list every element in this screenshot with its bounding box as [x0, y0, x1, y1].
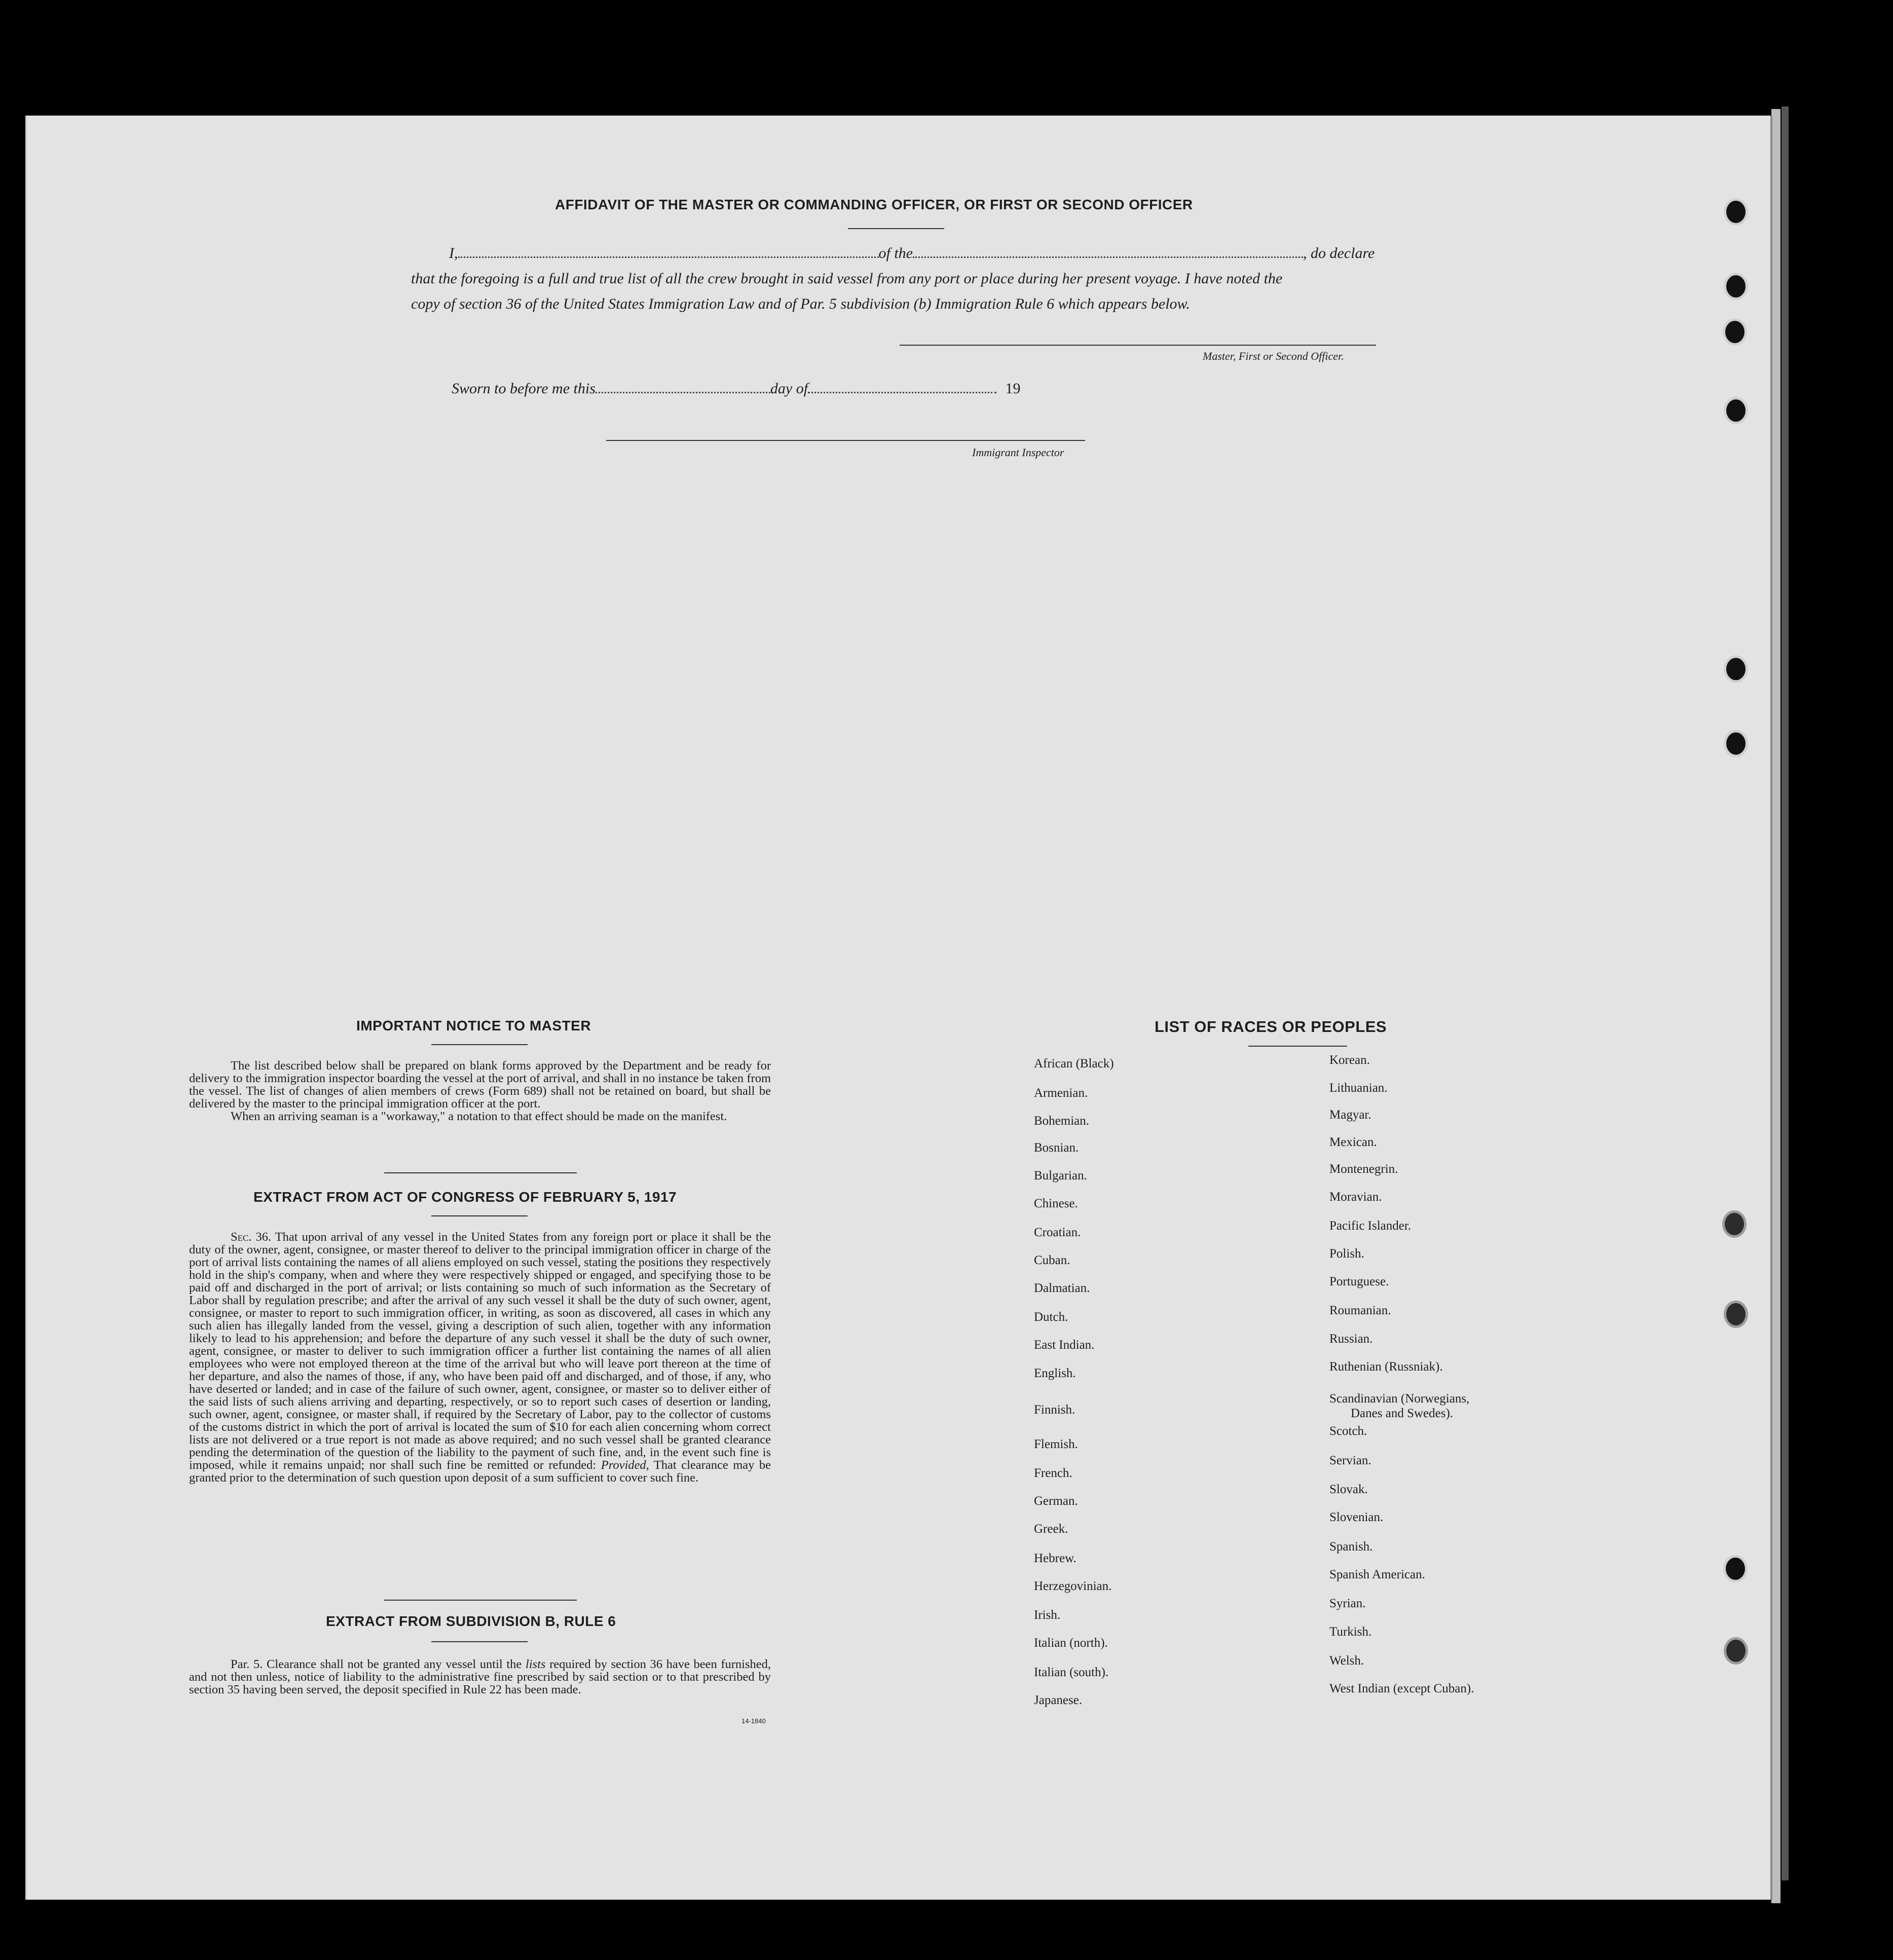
extract-act-body: That upon arrival of any vessel in the United States from any foreign port or place it shall be the duty of the owner, agent, consignee, or master thereof to deliver to the principal immigration officer in charge of the port of arrival lists containing the names of all aliens employed on such vessel, stating the positions they respectively hold in the ship's company, when and where they were respectively shipped or engaged, and specifying those to be paid off and discharged in the port of arrival; or lists containing so much of such information as the Secretary of Labor shall by regulation prescribe; and after the arrival of any such vessel it shall be the duty of such owner, agent, consignee, or master to report to such immigration officer, in writing, as soon as discovered, all cases in which any such alien has illegally landed from the vessel, giving a description of such alien, together with any information likely to lead to his apprehension; and before the departure of any such vessel it shall be the duty of such owner, agent, consignee, or master to deliver to such immigration officer a further list containing the names of all alien employees who were not employed thereon at the time of the arrival but who will leave port thereon at the time of her departure, and also the names of those, if any, who have been paid off and discharged, and of those, if any, who have deserted or landed; and in case of the failure of such owner, agent, consignee, or master so to deliver either of the said lists of such aliens arriving and departing, respectively, or so to report such cases of desertion or landing, such owner, agent, consignee, or master shall, if required by the Secretary of Labor, pay to the collector of customs of the customs district in which the port of arrival is located the sum of $10 for each alien concerning whom correct lists are not delivered or a true report is not made as above required; and no such vessel shall be granted clearance pending the determination of the question of the liability to the payment of such fine, and, in the event such fine is imposed, while it remains unpaid; nor shall such fine be remitted or refunded: — [189, 1230, 771, 1472]
extract-act-title: EXTRACT FROM ACT OF CONGRESS OF FEBRUARY 5, 1917 — [253, 1189, 677, 1205]
extract-rule-body-start: Par. 5. Clearance shall not be granted any vessel until the — [231, 1657, 522, 1671]
race-left-item: Finnish. — [1034, 1403, 1075, 1417]
affidavit-i-label: I, — [449, 245, 458, 262]
binder-hole — [1723, 1555, 1748, 1582]
binder-hole — [1722, 1210, 1747, 1238]
binder-hole — [1724, 198, 1748, 226]
binder-hole — [1724, 655, 1748, 683]
notice-title: IMPORTANT NOTICE TO MASTER — [356, 1018, 591, 1033]
affidavit-title: AFFIDAVIT OF THE MASTER OR COMMANDING OFFICER, OR FIRST OR SECOND OFFICER — [555, 197, 1193, 212]
extract-act-divider — [431, 1215, 528, 1216]
race-left-item: Dutch. — [1034, 1310, 1068, 1324]
vessel-field[interactable] — [913, 254, 1303, 258]
extract-rule-text — [189, 1658, 771, 1696]
race-right-item: Scotch. — [1329, 1424, 1367, 1438]
race-left-item: Chinese. — [1034, 1197, 1078, 1210]
race-right-item: Scandinavian (Norwegians, — [1329, 1392, 1470, 1406]
race-right-item: Slovak. — [1329, 1483, 1368, 1496]
notice-para-1: The list described below shall be prepared on blank forms approved by the Department and be ready for delivery to the immigration inspector boarding the vessel at the port of arrival, and shall in no instance be taken from the vessel. The list of changes of alien members of crews (Form 689) shall not be retained on board, but shall be delivered by the master to the principal immigration officer at the port. — [189, 1059, 771, 1111]
race-right-item: Pacific Islander. — [1329, 1219, 1412, 1233]
binding-edge-shadow — [1781, 106, 1789, 1880]
race-right-item: Slovenian. — [1329, 1510, 1384, 1524]
extract-act-body-end: That clearance may be granted prior to the determination of such question upon deposit of a sum sufficient to cover such fine. — [189, 1458, 771, 1485]
binder-hole — [1723, 318, 1747, 346]
form-number: 14-1840 — [741, 1717, 766, 1725]
race-right-item: Polish. — [1329, 1247, 1364, 1261]
affidavit-line1 — [449, 245, 1375, 262]
sworn-day-field[interactable] — [596, 390, 770, 393]
race-left-item: Italian (south). — [1034, 1666, 1109, 1679]
race-right-item: Servian. — [1329, 1454, 1371, 1467]
race-left-item: Dalmatian. — [1034, 1281, 1090, 1295]
binding-edge — [1771, 109, 1780, 1903]
master-signature-line[interactable] — [900, 345, 1376, 346]
race-left-item: Flemish. — [1034, 1437, 1078, 1451]
lists-word: lists — [525, 1657, 546, 1671]
section-divider-1 — [384, 1172, 577, 1173]
race-left-item: Hebrew. — [1034, 1551, 1077, 1565]
inspector-signature-line[interactable] — [606, 440, 1085, 441]
extract-rule-body-end: required by section 36 have been furnished, and not then unless, notice of liability to the administrative fine prescribed by said section or to that prescribed by section 35 having been served, the deposit specified in Rule 22 has been made. — [189, 1657, 771, 1696]
extract-act-text — [189, 1231, 771, 1484]
race-right-item: Montenegrin. — [1329, 1162, 1398, 1176]
race-scandinavian-continued: Danes and Swedes). — [1351, 1407, 1454, 1420]
race-right-item: West Indian (except Cuban). — [1329, 1682, 1474, 1695]
day-of-label: day of — [770, 380, 808, 397]
provided-word: Provided, — [601, 1458, 649, 1472]
inspector-signature-caption: Immigrant Inspector — [972, 446, 1064, 459]
race-left-item: Italian (north). — [1034, 1636, 1108, 1650]
manifest-page — [25, 116, 1770, 1900]
race-left-item: Greek. — [1034, 1522, 1068, 1536]
notice-para-2: When an arriving seaman is a "workaway," a notation to that effect should be made on the manifest. — [231, 1110, 727, 1123]
race-left-item: Irish. — [1034, 1608, 1061, 1622]
race-left-item: Croatian. — [1034, 1226, 1081, 1239]
races-title: LIST OF RACES OR PEOPLES — [1155, 1018, 1387, 1036]
race-left-item: African (Black) — [1034, 1057, 1114, 1070]
race-right-item: Portuguese. — [1329, 1275, 1389, 1288]
race-right-item: Roumanian. — [1329, 1304, 1391, 1317]
race-left-item: Cuban. — [1034, 1253, 1070, 1267]
race-right-item: Moravian. — [1329, 1190, 1382, 1204]
notice-divider — [431, 1044, 528, 1045]
binder-hole — [1724, 397, 1748, 424]
affidavit-declare-label: , do declare — [1303, 245, 1375, 262]
sec-36-label: Sec. 36. — [231, 1230, 272, 1244]
race-left-item: Bulgarian. — [1034, 1169, 1087, 1182]
race-right-item: Mexican. — [1329, 1135, 1377, 1149]
year-prefix: 19 — [1005, 380, 1021, 397]
race-left-item: Bosnian. — [1034, 1141, 1079, 1155]
master-signature-caption: Master, First or Second Officer. — [1203, 350, 1344, 362]
name-field[interactable] — [458, 254, 879, 258]
sworn-line — [452, 380, 1021, 397]
race-right-item: Turkish. — [1329, 1625, 1372, 1639]
race-right-item: Russian. — [1329, 1332, 1373, 1346]
affidavit-of-the-label: of the — [878, 245, 913, 262]
race-left-item: German. — [1034, 1494, 1078, 1508]
races-divider — [1248, 1046, 1347, 1047]
race-left-item: Armenian. — [1034, 1086, 1088, 1100]
race-right-item: Spanish. — [1329, 1540, 1373, 1554]
sworn-month-field[interactable] — [808, 390, 996, 393]
race-right-item: Magyar. — [1329, 1108, 1371, 1122]
race-left-item: Japanese. — [1034, 1693, 1083, 1707]
affidavit-divider — [848, 228, 944, 229]
extract-rule-divider — [431, 1641, 528, 1642]
section-divider-2 — [384, 1600, 577, 1601]
race-left-item: East Indian. — [1034, 1338, 1095, 1352]
race-left-item: Bohemian. — [1034, 1114, 1090, 1128]
race-left-item: English. — [1034, 1366, 1076, 1380]
race-right-item: Ruthenian (Russniak). — [1329, 1360, 1443, 1374]
notice-text — [189, 1059, 771, 1123]
race-right-item: Korean. — [1329, 1053, 1370, 1067]
race-right-item: Lithuanian. — [1329, 1081, 1388, 1095]
binder-hole — [1724, 1637, 1748, 1665]
affidavit-line2: that the foregoing is a full and true list of all the crew brought in said vessel from any port or place during her present voyage. I have noted the — [411, 270, 1283, 287]
race-right-item: Spanish American. — [1329, 1568, 1425, 1581]
affidavit-line3: copy of section 36 of the United States Immigration Law and of Par. 5 subdivision (b) Immigration Rule 6 which appears below. — [411, 295, 1190, 312]
race-left-item: French. — [1034, 1466, 1072, 1480]
race-right-item: Syrian. — [1329, 1597, 1366, 1610]
binder-hole — [1724, 1301, 1748, 1328]
race-left-item: Herzegovinian. — [1034, 1579, 1112, 1593]
binder-hole — [1724, 730, 1748, 757]
extract-rule-title: EXTRACT FROM SUBDIVISION B, RULE 6 — [326, 1613, 616, 1629]
sworn-label: Sworn to before me this — [452, 380, 596, 397]
race-right-item: Welsh. — [1329, 1654, 1364, 1668]
binder-hole — [1724, 273, 1748, 300]
